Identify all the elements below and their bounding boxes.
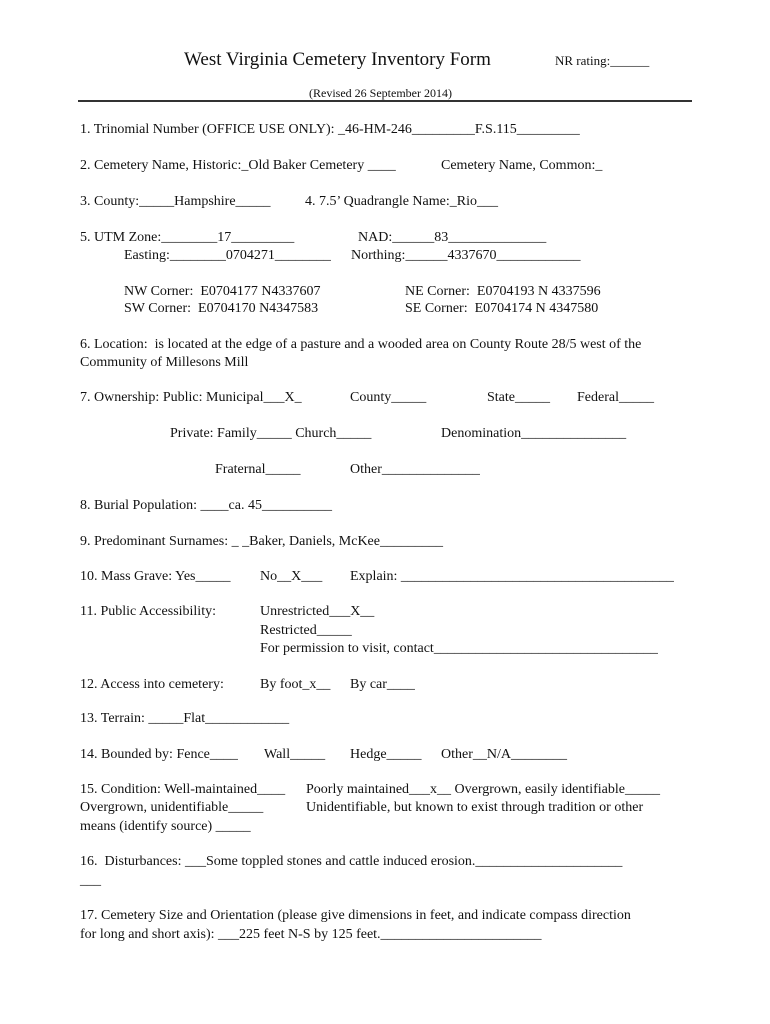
ownership-fraternal-field[interactable]: Fraternal_____ — [215, 462, 301, 477]
nr-rating-field[interactable]: NR rating:______ — [555, 53, 650, 68]
se-corner-value: SE Corner: E0704174 N 4347580 — [405, 301, 599, 316]
cemetery-name-common-field[interactable]: Cemetery Name, Common:_ — [441, 158, 603, 173]
condition-identify-source-field[interactable]: means (identify source) _____ — [80, 819, 251, 834]
ownership-denomination-field[interactable]: Denomination_______________ — [441, 426, 627, 441]
access-by-foot-field[interactable]: By foot_x__ — [260, 677, 331, 692]
ownership-municipal-field[interactable]: 7. Ownership: Public: Municipal___X_ — [80, 390, 302, 405]
cemetery-size-field[interactable]: for long and short axis): ___225 feet N-S by 125 feet._______________________ — [80, 927, 542, 942]
form-title: West Virginia Cemetery Inventory Form — [184, 49, 491, 70]
quadrangle-name-field[interactable]: 4. 7.5’ Quadrangle Name:_Rio___ — [305, 194, 498, 209]
location-line-2: Community of Millesons Mill — [80, 355, 249, 370]
mass-grave-explain-field[interactable]: Explain: _______________________________________ — [350, 569, 674, 584]
condition-overgrown-unidentifiable-field[interactable]: Overgrown, unidentifiable_____ — [80, 800, 264, 815]
easting-field[interactable]: Easting:________0704271________ — [124, 248, 331, 263]
surnames-field[interactable]: 9. Predominant Surnames: _ _Baker, Daniels, McKee_________ — [80, 534, 443, 549]
ownership-other-field[interactable]: Other______________ — [350, 462, 480, 477]
access-unrestricted-field[interactable]: Unrestricted___X__ — [260, 604, 375, 619]
bounded-hedge-field[interactable]: Hedge_____ — [350, 747, 422, 762]
nw-corner-value: NW Corner: E0704177 N4337607 — [124, 284, 321, 299]
revision-date: (Revised 26 September 2014) — [309, 86, 452, 100]
access-restricted-field[interactable]: Restricted_____ — [260, 623, 352, 638]
ownership-state-field[interactable]: State_____ — [487, 390, 550, 405]
county-field[interactable]: 3. County:_____Hampshire_____ — [80, 194, 271, 209]
bounded-fence-field[interactable]: 14. Bounded by: Fence____ — [80, 747, 238, 762]
terrain-field[interactable]: 13. Terrain: _____Flat____________ — [80, 711, 290, 726]
trinomial-field[interactable]: 1. Trinomial Number (OFFICE USE ONLY): _46-HM-246_________F.S.115_________ — [80, 122, 580, 137]
access-by-car-field[interactable]: By car____ — [350, 677, 415, 692]
condition-poorly-maintained-field[interactable]: Poorly maintained___x__ Overgrown, easily identifiable_____ — [306, 782, 660, 797]
bounded-wall-field[interactable]: Wall_____ — [264, 747, 326, 762]
nad-field[interactable]: NAD:______83______________ — [358, 230, 547, 245]
disturbances-field[interactable]: 16. Disturbances: ___Some toppled stones and cattle induced erosion._____________________ — [80, 854, 623, 869]
sw-corner-value: SW Corner: E0704170 N4347583 — [124, 301, 319, 316]
header-divider — [78, 100, 692, 102]
cemetery-size-line-1: 17. Cemetery Size and Orientation (please give dimensions in feet, and indicate compass direction — [80, 908, 631, 923]
bounded-other-field[interactable]: Other__N/A________ — [441, 747, 567, 762]
ownership-private-field[interactable]: Private: Family_____ Church_____ — [170, 426, 372, 441]
disturbances-continuation[interactable]: ___ — [80, 873, 101, 888]
ownership-federal-field[interactable]: Federal_____ — [577, 390, 654, 405]
condition-unidentifiable-field[interactable]: Unidentifiable, but known to exist through tradition or other — [306, 800, 644, 815]
mass-grave-yes-field[interactable]: 10. Mass Grave: Yes_____ — [80, 569, 231, 584]
burial-population-field[interactable]: 8. Burial Population: ____ca. 45__________ — [80, 498, 332, 513]
location-line-1: 6. Location: is located at the edge of a pasture and a wooded area on County Route 28/5 west of the — [80, 337, 642, 352]
ne-corner-value: NE Corner: E0704193 N 4337596 — [405, 284, 601, 299]
mass-grave-no-field[interactable]: No__X___ — [260, 569, 323, 584]
cemetery-name-historic-field[interactable]: 2. Cemetery Name, Historic:_Old Baker Cemetery ____ — [80, 158, 396, 173]
northing-field[interactable]: Northing:______4337670____________ — [351, 248, 581, 263]
access-into-cemetery-label: 12. Access into cemetery: — [80, 677, 224, 692]
condition-well-maintained-field[interactable]: 15. Condition: Well-maintained____ — [80, 782, 286, 797]
public-accessibility-label: 11. Public Accessibility: — [80, 604, 216, 619]
utm-zone-field[interactable]: 5. UTM Zone:________17_________ — [80, 230, 295, 245]
ownership-county-field[interactable]: County_____ — [350, 390, 427, 405]
access-permission-contact-field[interactable]: For permission to visit, contact________________________________ — [260, 641, 658, 656]
